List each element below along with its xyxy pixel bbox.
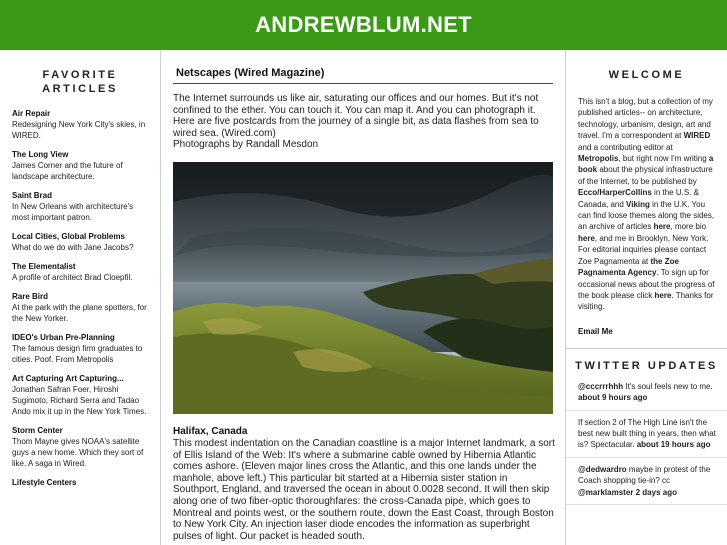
list-item (12, 291, 150, 324)
agency-link[interactable]: the Zoe Pagnamenta Agency (578, 256, 679, 278)
favorite-article-link[interactable]: The Elementalist (12, 262, 76, 271)
bio-link[interactable]: here (578, 233, 595, 243)
photo-image (173, 162, 553, 414)
site-header (0, 0, 727, 50)
site-title[interactable]: ANDREWBLUM.NET (255, 12, 472, 37)
favorite-article-link[interactable]: Saint Brad (12, 191, 53, 200)
wired-link[interactable]: WIRED (683, 131, 711, 141)
welcome-text-segment: in the U.S. & Canada, and (578, 188, 699, 209)
tweet-time-link[interactable]: about 19 hours ago (636, 440, 711, 450)
sidebar-divider (566, 348, 727, 349)
twitter-heading: TWITTER UPDATES (575, 359, 718, 372)
ecco-link[interactable]: Ecco/HarperCollins (578, 188, 652, 198)
welcome-text-segment: about the physical infrastructure of the Internet, to be published by (578, 165, 713, 186)
favorite-article-link[interactable]: Air Repair (12, 109, 51, 118)
favorite-article-link[interactable]: The Long View (12, 150, 69, 159)
photo-caption: This modest indentation on the Canadian coastline is a major Internet landmark, a sort of Ellis Island of the Web: It's where a submarine cable owned by Hibernia Atlantic comes ashore. (Eleven major lines cross the Atlantic, and this one lands under the manhole, above left.) This particular bit started at a Hibernia sister station in Southport, England, and traversed the ocean in about 0.0028 second. It will then skip along one of two fiber-optic thoroughfares: the cross-Canada pipe, which goes to Montreal and points west, or the southern route, down the East Coast, through Boston to New York City. An injection laser diode encodes the information as superbright pulses of light. Our packet is headed south. (173, 438, 555, 542)
tweet-text: It's soul feels new to me. (623, 381, 713, 391)
favorite-article-link[interactable]: Art Capturing Art Capturing... (12, 374, 124, 383)
photo-location: Halifax, Canada (173, 426, 248, 437)
favorite-article-description: The famous design firm graduates to cities. Poof. From Metropolis (12, 344, 143, 364)
list-item (12, 108, 150, 141)
photo-credit: Photographs by Randall Mesdon (173, 139, 319, 151)
main-content (161, 50, 565, 545)
list-item (12, 231, 150, 253)
favorite-article-description: Redesigning New York City's skies, in WIRED. (12, 120, 146, 140)
welcome-text-segment: and a contributing editor at (578, 142, 673, 152)
tweet (566, 464, 727, 505)
title-divider (173, 83, 553, 84)
favorites-list (0, 108, 160, 488)
tweet-user-link[interactable]: @dedwardro (578, 464, 627, 474)
viking-link[interactable]: Viking (626, 199, 650, 209)
favorite-article-description: James Corner and the future of landscape architecture. (12, 161, 123, 181)
favorite-article-description: Jonathan Safran Foer, Hiroshi Sugimoto, Richard Serra and Tadao Ando mix it up in the New York Times. (12, 385, 147, 416)
article-title[interactable]: Netscapes (Wired Magazine) (176, 67, 325, 79)
tweet-text: If section 2 of The High Line isn't the best new built thing in years, then what is? Spectacular. (578, 417, 716, 450)
intro-text: The Internet surrounds us like air, saturating our offices and our homes. But it's not confined to the ether. You can touch it. You can map it. And you can photograph it. Here are five postcards from the journey of a single bit, as data flashes from sea to wired sea. (Wired.com) (173, 93, 539, 139)
welcome-sidebar (565, 50, 727, 545)
welcome-heading: WELCOME (608, 69, 685, 81)
favorites-heading: FAVORITE ARTICLES (42, 69, 118, 95)
tweet (566, 417, 727, 458)
favorite-article-description: Thom Mayne gives NOAA's satellite guys a new home. Which they sort of like. A saga in Wired. (12, 437, 144, 468)
signup-link[interactable]: here (654, 290, 672, 300)
favorite-article-link[interactable]: Lifestyle Centers (12, 478, 77, 487)
email-me-link[interactable]: Email Me (578, 326, 613, 336)
favorite-article-link[interactable]: Local Cities, Global Problems (12, 232, 125, 241)
tweet-text: maybe in protest of the Coach shopping tie-in? cc (578, 464, 711, 486)
favorite-article-description: At the park with the plane spotters, for the New Yorker. (12, 303, 147, 323)
book-link[interactable]: a book (578, 154, 714, 175)
list-item (12, 477, 150, 488)
tweet-time-link[interactable]: about 9 hours ago (578, 393, 648, 403)
favorite-article-link[interactable]: Storm Center (12, 426, 63, 435)
welcome-text-segment: , more bio (670, 222, 707, 232)
favorite-article-description: What do we do with Jane Jacobs? (12, 243, 134, 252)
welcome-text-segment: , but right now I'm writing (618, 154, 709, 164)
welcome-text-segment: . Thanks for visiting. (578, 290, 714, 312)
favorites-sidebar (0, 50, 161, 545)
welcome-text (566, 96, 727, 313)
article-intro (173, 93, 555, 151)
list-item (12, 373, 150, 417)
favorite-article-description: A profile of architect Brad Cloepfil. (12, 273, 133, 282)
tweet-user-link[interactable]: @cccrrrhhh (578, 381, 624, 391)
archive-link[interactable]: here (653, 222, 671, 232)
welcome-text-segment: in the U.K. You can find loose themes along the sides, an archive of articles (578, 199, 715, 232)
welcome-text-segment: , and me in Brooklyn, New York. For editorial inquiries please contact Zoe Pagnamenta at (578, 233, 709, 266)
metropolis-link[interactable]: Metropolis (578, 154, 619, 164)
list-item (12, 190, 150, 223)
tweet (566, 381, 727, 411)
halifax-coastline-photo[interactable] (173, 162, 553, 414)
list-item (12, 149, 150, 182)
list-item (12, 425, 150, 469)
welcome-text-segment: This isn't a blog, but a collection of my published articles-- on architecture, technology, urbanism, design, art and travel. I'm a correspondent at (578, 97, 713, 141)
favorite-article-link[interactable]: Rare Bird (12, 292, 49, 301)
favorite-article-description: In New Orleans with architecture's most important patron. (12, 202, 134, 222)
list-item (12, 332, 150, 365)
tweet-time-link[interactable]: @marklamster 2 days ago (578, 487, 677, 497)
welcome-text-segment: . To sign up for occasional news about the progress of the book please click (578, 268, 715, 300)
list-item (12, 261, 150, 283)
favorite-article-link[interactable]: IDEO's Urban Pre-Planning (12, 333, 115, 342)
